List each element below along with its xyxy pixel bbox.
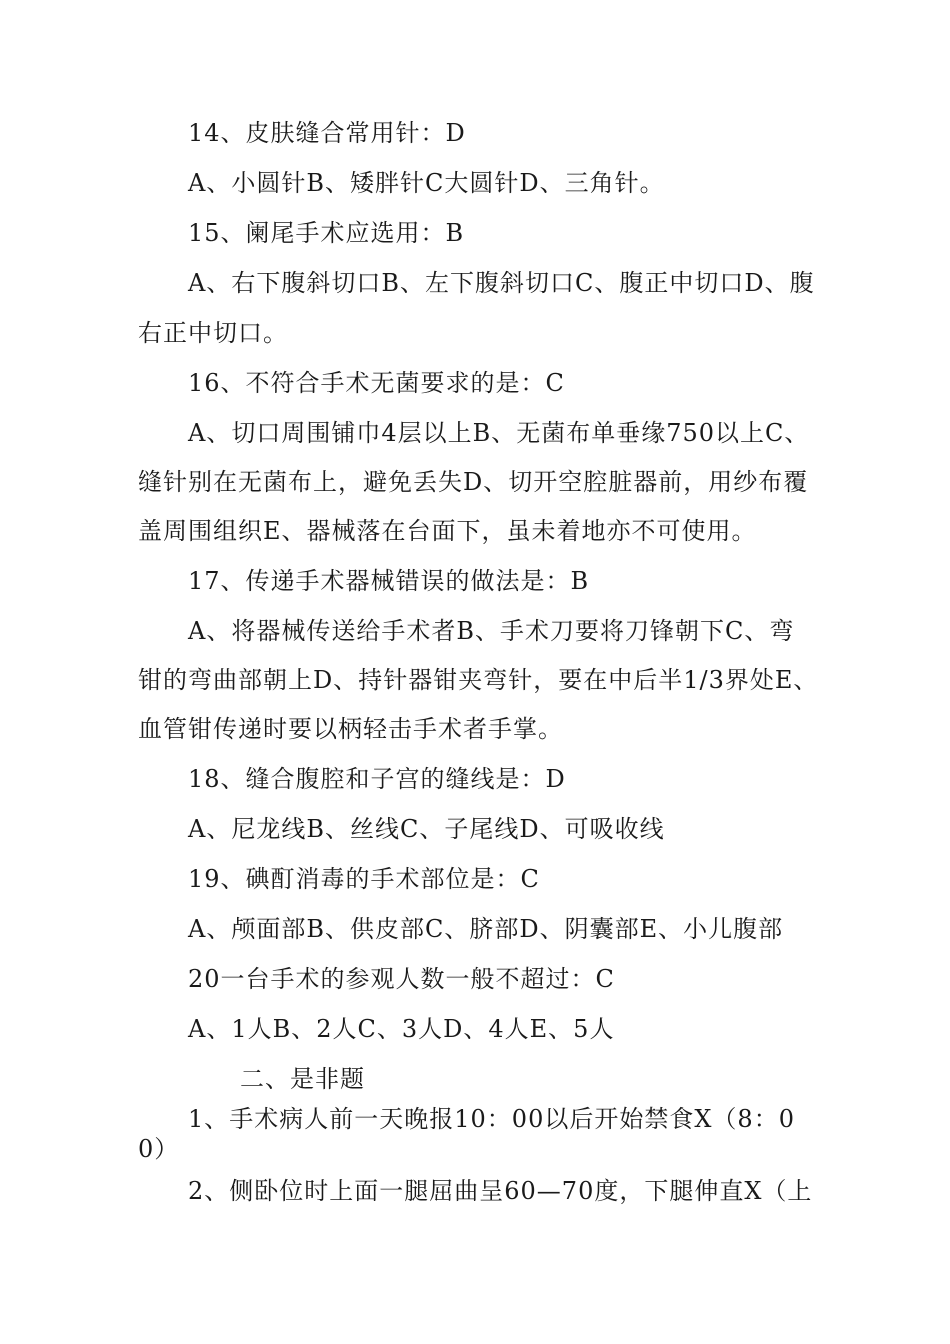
question-16: 16、不符合手术无菌要求的是：C [188, 369, 565, 397]
question-18-options: A、尼龙线B、丝线C、子尾线D、可吸收线 [188, 815, 665, 843]
question-20: 20一台手术的参观人数一般不超过：C [188, 965, 615, 993]
question-16-options-line-3: 盖周围组织E、器械落在台面下，虽未着地亦不可使用。 [138, 517, 757, 545]
question-17-options-line-3: 血管钳传递时要以柄轻击手术者手掌。 [138, 715, 563, 743]
section-heading: 二、是非题 [240, 1065, 365, 1093]
true-false-2: 2、侧卧位时上面一腿屈曲呈60—70度，下腿伸直X（上 [188, 1177, 813, 1205]
question-19-options: A、颅面部B、供皮部C、脐部D、阴囊部E、小儿腹部 [188, 915, 784, 943]
question-16-options-line-1: A、切口周围铺巾4层以上B、无菌布单垂缘750以上C、 [188, 419, 810, 447]
question-18: 18、缝合腹腔和子宫的缝线是：D [188, 765, 566, 793]
question-20-options: A、1人B、2人C、3人D、4人E、5人 [188, 1015, 615, 1043]
true-false-1-line-2: 0） [138, 1135, 180, 1163]
question-17-options-line-1: A、将器械传送给手术者B、手术刀要将刀锋朝下C、弯 [188, 617, 795, 645]
question-15-options-line-2: 右正中切口。 [138, 319, 288, 347]
question-16-options-line-2: 缝针别在无菌布上，避免丢失D、切开空腔脏器前，用纱布覆 [138, 468, 809, 496]
question-14: 14、皮肤缝合常用针：D [188, 119, 466, 147]
question-17-options-line-2: 钳的弯曲部朝上D、持针器钳夹弯针，要在中后半1/3界处E、 [138, 666, 819, 694]
question-15-options-line-1: A、右下腹斜切口B、左下腹斜切口C、腹正中切口D、腹 [188, 269, 815, 297]
true-false-1-line-1: 1、手术病人前一天晚报10：00以后开始禁食X（8：0 [188, 1105, 795, 1133]
question-15: 15、阑尾手术应选用：B [188, 219, 465, 247]
question-14-options: A、小圆针B、矮胖针C大圆针D、三角针。 [188, 169, 665, 197]
question-19: 19、碘酊消毒的手术部位是：C [188, 865, 540, 893]
question-17: 17、传递手术器械错误的做法是：B [188, 567, 590, 595]
